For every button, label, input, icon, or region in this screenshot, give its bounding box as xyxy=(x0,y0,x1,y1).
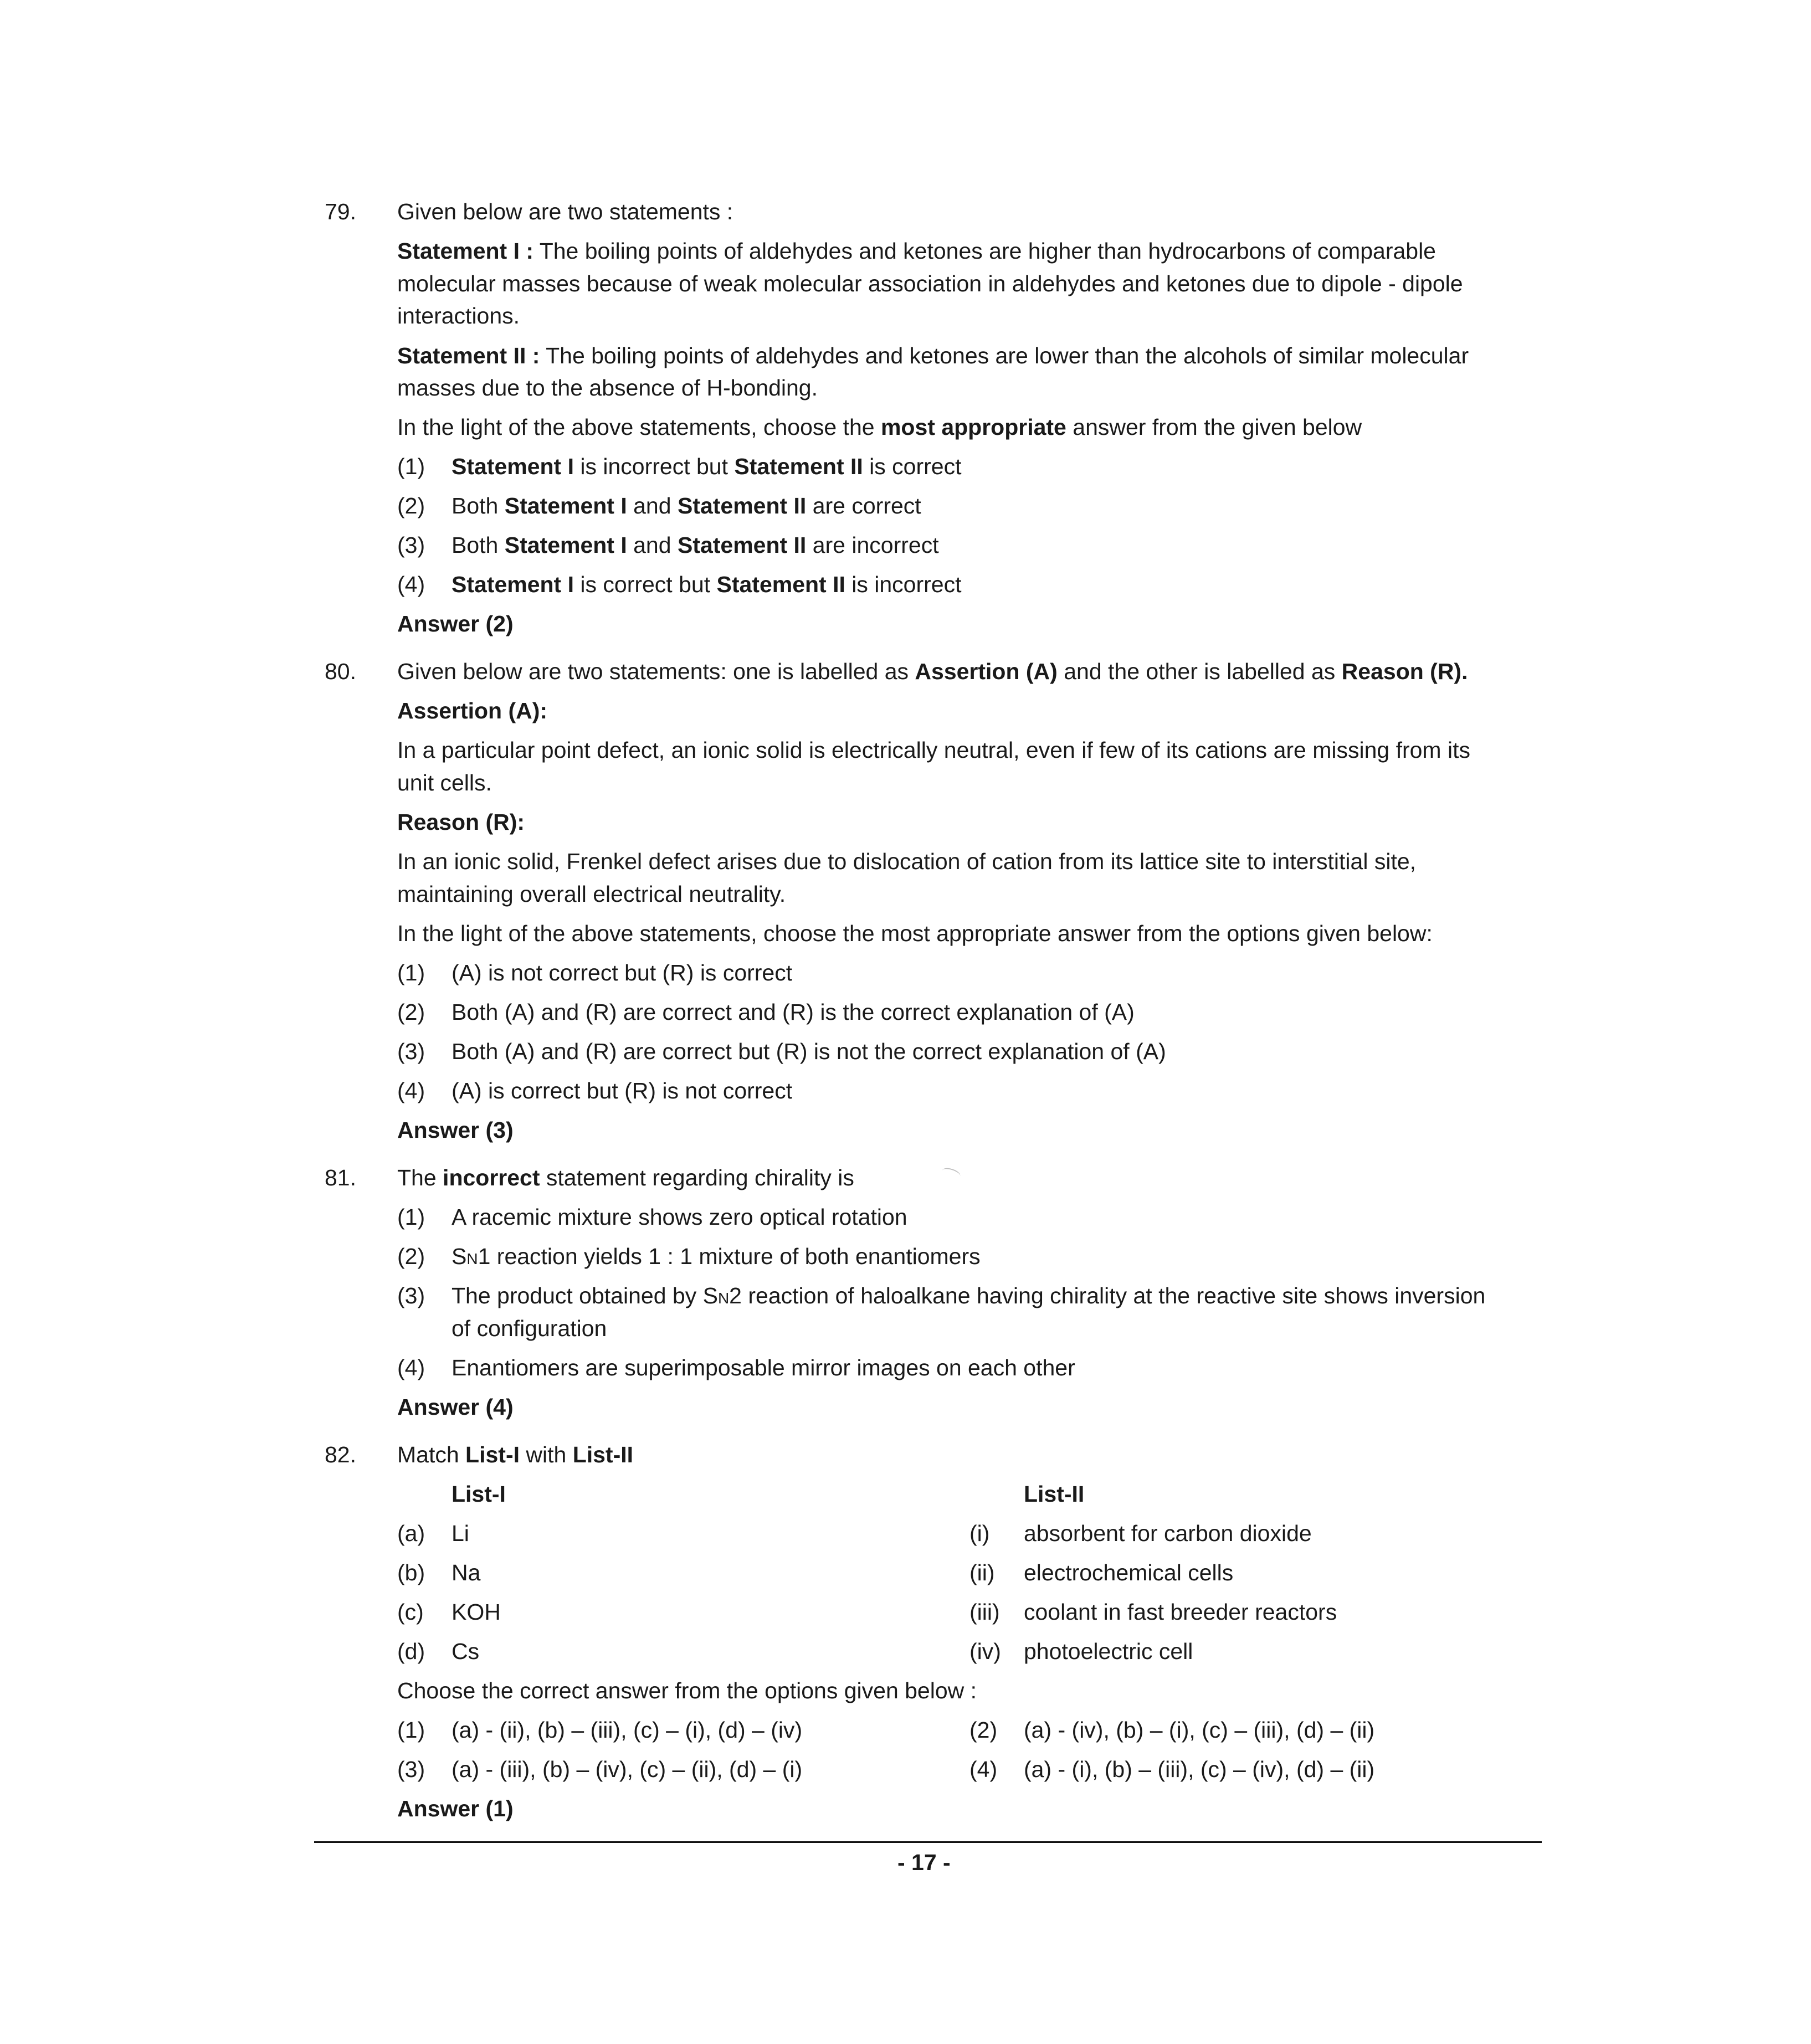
q81-option-3-number: (3) xyxy=(397,1283,425,1308)
q82-option-1: (a) - (ii), (b) – (iii), (c) – (i), (d) – (iv) xyxy=(452,1717,803,1743)
q79-option-1-number: (1) xyxy=(397,454,425,479)
q79-statement1-text: The boiling points of aldehydes and ketones are higher than hydrocarbons of comparable xyxy=(539,238,1436,264)
list1-item-key: (d) xyxy=(397,1639,425,1664)
q80-option-4: (A) is correct but (R) is not correct xyxy=(452,1078,793,1103)
q80-instruction: In the light of the above statements, choose the most appropriate answer from the options given below: xyxy=(397,921,1433,946)
q79-instruction-post: answer from the given below xyxy=(1073,414,1362,440)
list2-item-text: photoelectric cell xyxy=(1024,1639,1193,1664)
q79-opt1-d: is correct xyxy=(863,454,962,479)
q79-option-3-number: (3) xyxy=(397,532,425,558)
q81-option-1-number: (1) xyxy=(397,1204,425,1230)
list2-item-key: (ii) xyxy=(969,1560,995,1585)
q79-opt2-e: are correct xyxy=(806,493,921,518)
list1-item-key: (c) xyxy=(397,1599,424,1625)
q79-opt3-d: Statement II xyxy=(677,532,807,558)
list1-item-text: KOH xyxy=(452,1599,501,1625)
q81-opt3-pre: The product obtained by S xyxy=(452,1283,718,1308)
q79-option-1 xyxy=(452,455,961,478)
q82-option-3: (a) - (iii), (b) – (iv), (c) – (ii), (d) – (i) xyxy=(452,1757,803,1782)
list2-item-text: coolant in fast breeder reactors xyxy=(1024,1599,1337,1625)
q80-reason-line1: In an ionic solid, Frenkel defect arises due to dislocation of cation from its lattice site to interstitial site, xyxy=(397,849,1417,874)
q80-assertion-label: Assertion (A): xyxy=(397,698,548,723)
q79-opt1-a: Statement I xyxy=(452,454,574,479)
q80-option-3: Both (A) and (R) are correct but (R) is not the correct explanation of (A) xyxy=(452,1039,1166,1064)
q80-option-2: Both (A) and (R) are correct and (R) is the correct explanation of (A) xyxy=(452,999,1135,1025)
q79-instruction-bold: most appropriate xyxy=(880,414,1066,440)
q79-instruction xyxy=(397,416,1362,439)
q82-stem xyxy=(397,1444,633,1466)
q82-option-4: (a) - (i), (b) – (iii), (c) – (iv), (d) – (ii) xyxy=(1024,1757,1375,1782)
q79-opt3-e: are incorrect xyxy=(806,532,939,558)
q82-number: 82. xyxy=(325,1442,356,1467)
q79-option-2-number: (2) xyxy=(397,493,425,518)
q80-assertion-line1: In a particular point defect, an ionic solid is electrically neutral, even if few of its cations are missing from its xyxy=(397,737,1470,763)
q80-reason-label: Reason (R): xyxy=(397,809,525,835)
q79-statement2-line2: masses due to the absence of H-bonding. xyxy=(397,375,818,400)
q79-opt2-c: and xyxy=(627,493,678,518)
q79-option-4 xyxy=(452,573,961,596)
q81-option-4: Enantiomers are superimposable mirror images on each other xyxy=(452,1355,1075,1380)
q81-number: 81. xyxy=(325,1165,356,1190)
q82-option-1-number: (1) xyxy=(397,1717,425,1743)
q79-option-4-number: (4) xyxy=(397,572,425,597)
q79-opt2-b: Statement I xyxy=(504,493,627,518)
q82-instruction: Choose the correct answer from the options given below : xyxy=(397,1678,977,1703)
q81-stem-a: The xyxy=(397,1165,443,1190)
q79-statement2-label: Statement II : xyxy=(397,343,540,368)
q82-stem-a: Match xyxy=(397,1442,466,1467)
q81-opt2-sub: N xyxy=(466,1250,478,1267)
q80-option-3-number: (3) xyxy=(397,1039,425,1064)
list1-item-key: (b) xyxy=(397,1560,425,1585)
q80-stem-b: Assertion (A) xyxy=(915,659,1058,684)
q82-option-3-number: (3) xyxy=(397,1757,425,1782)
q80-number: 80. xyxy=(325,659,356,684)
list1-item-text: Cs xyxy=(452,1639,480,1664)
q81-option-4-number: (4) xyxy=(397,1355,425,1380)
q79-opt1-c: Statement II xyxy=(734,454,863,479)
q81-opt2-post: 1 reaction yields 1 : 1 mixture of both enantiomers xyxy=(478,1244,981,1269)
q81-option-1: A racemic mixture shows zero optical rotation xyxy=(452,1204,907,1230)
q79-statement2-text: The boiling points of aldehydes and ketones are lower than the alcohols of similar molecular xyxy=(546,343,1469,368)
q80-option-2-number: (2) xyxy=(397,999,425,1025)
q81-option-3-line1 xyxy=(452,1285,1485,1307)
q79-instruction-pre: In the light of the above statements, choose the xyxy=(397,414,875,440)
list2-item-text: absorbent for carbon dioxide xyxy=(1024,1521,1312,1546)
q79-opt4-d: is incorrect xyxy=(845,572,962,597)
q79-opt4-b: is correct but xyxy=(574,572,717,597)
q82-stem-c: with xyxy=(519,1442,573,1467)
q81-option-2 xyxy=(452,1245,981,1268)
q79-stem: Given below are two statements : xyxy=(397,199,733,224)
list1-item-text: Na xyxy=(452,1560,481,1585)
q81-opt3-post: 2 reaction of haloalkane having chirality at the reactive site shows inversion xyxy=(729,1283,1486,1308)
list1-header: List-I xyxy=(452,1481,506,1507)
list2-item-key: (iii) xyxy=(969,1599,1000,1625)
q81-opt3-sub: N xyxy=(717,1290,730,1307)
q82-option-2: (a) - (iv), (b) – (i), (c) – (iii), (d) – (ii) xyxy=(1024,1717,1375,1743)
q80-option-1: (A) is not correct but (R) is correct xyxy=(452,960,793,985)
q80-answer: Answer (3) xyxy=(397,1117,514,1143)
list1-item-text: Li xyxy=(452,1521,469,1546)
q79-statement1-label: Statement I : xyxy=(397,238,534,264)
q82-option-2-number: (2) xyxy=(969,1717,998,1743)
q79-opt3-c: and xyxy=(627,532,678,558)
q79-statement1-line2: molecular masses because of weak molecular association in aldehydes and ketones due to dipole - dipole xyxy=(397,271,1463,296)
q82-stem-d: List-II xyxy=(572,1442,634,1467)
q81-answer: Answer (4) xyxy=(397,1394,514,1420)
q80-assertion-line2: unit cells. xyxy=(397,770,492,795)
q79-statement1-line3: interactions. xyxy=(397,303,520,328)
q79-statement1-line1 xyxy=(397,240,1436,263)
q81-option-2-number: (2) xyxy=(397,1244,425,1269)
q79-opt4-c: Statement II xyxy=(716,572,845,597)
q79-number: 79. xyxy=(325,199,356,224)
q80-stem xyxy=(397,660,1468,683)
q81-opt2-pre: S xyxy=(452,1244,467,1269)
q82-option-4-number: (4) xyxy=(969,1757,998,1782)
q79-opt3-a: Both xyxy=(452,532,505,558)
q79-opt2-a: Both xyxy=(452,493,505,518)
q79-option-3 xyxy=(452,534,939,557)
list2-item-text: electrochemical cells xyxy=(1024,1560,1234,1585)
q81-stem-b: incorrect xyxy=(443,1165,540,1190)
q81-stem-c: statement regarding chirality is xyxy=(540,1165,854,1190)
q82-stem-b: List-I xyxy=(465,1442,520,1467)
list1-item-key: (a) xyxy=(397,1521,425,1546)
q80-reason-line2: maintaining overall electrical neutrality. xyxy=(397,881,786,907)
list2-item-key: (iv) xyxy=(969,1639,1001,1664)
q80-option-4-number: (4) xyxy=(397,1078,425,1103)
list2-header: List-II xyxy=(1024,1481,1085,1507)
q82-answer: Answer (1) xyxy=(397,1796,514,1821)
q80-stem-d: Reason (R). xyxy=(1341,659,1468,684)
q80-stem-a: Given below are two statements: one is labelled as xyxy=(397,659,915,684)
q79-opt4-a: Statement I xyxy=(452,572,574,597)
page-number: - 17 - xyxy=(897,1850,951,1875)
list2-item-key: (i) xyxy=(969,1521,990,1546)
q81-stem xyxy=(397,1167,854,1189)
q79-opt1-b: is incorrect but xyxy=(574,454,735,479)
scan-mark xyxy=(941,1166,961,1180)
q80-stem-c: and the other is labelled as xyxy=(1057,659,1342,684)
q79-option-2 xyxy=(452,495,921,517)
q79-statement2-line1 xyxy=(397,345,1469,367)
q80-option-1-number: (1) xyxy=(397,960,425,985)
footer-rule xyxy=(314,1841,1542,1843)
q79-opt2-d: Statement II xyxy=(677,493,807,518)
q79-opt3-b: Statement I xyxy=(504,532,627,558)
q81-option-3-line2: of configuration xyxy=(452,1316,607,1341)
q79-answer: Answer (2) xyxy=(397,611,514,636)
